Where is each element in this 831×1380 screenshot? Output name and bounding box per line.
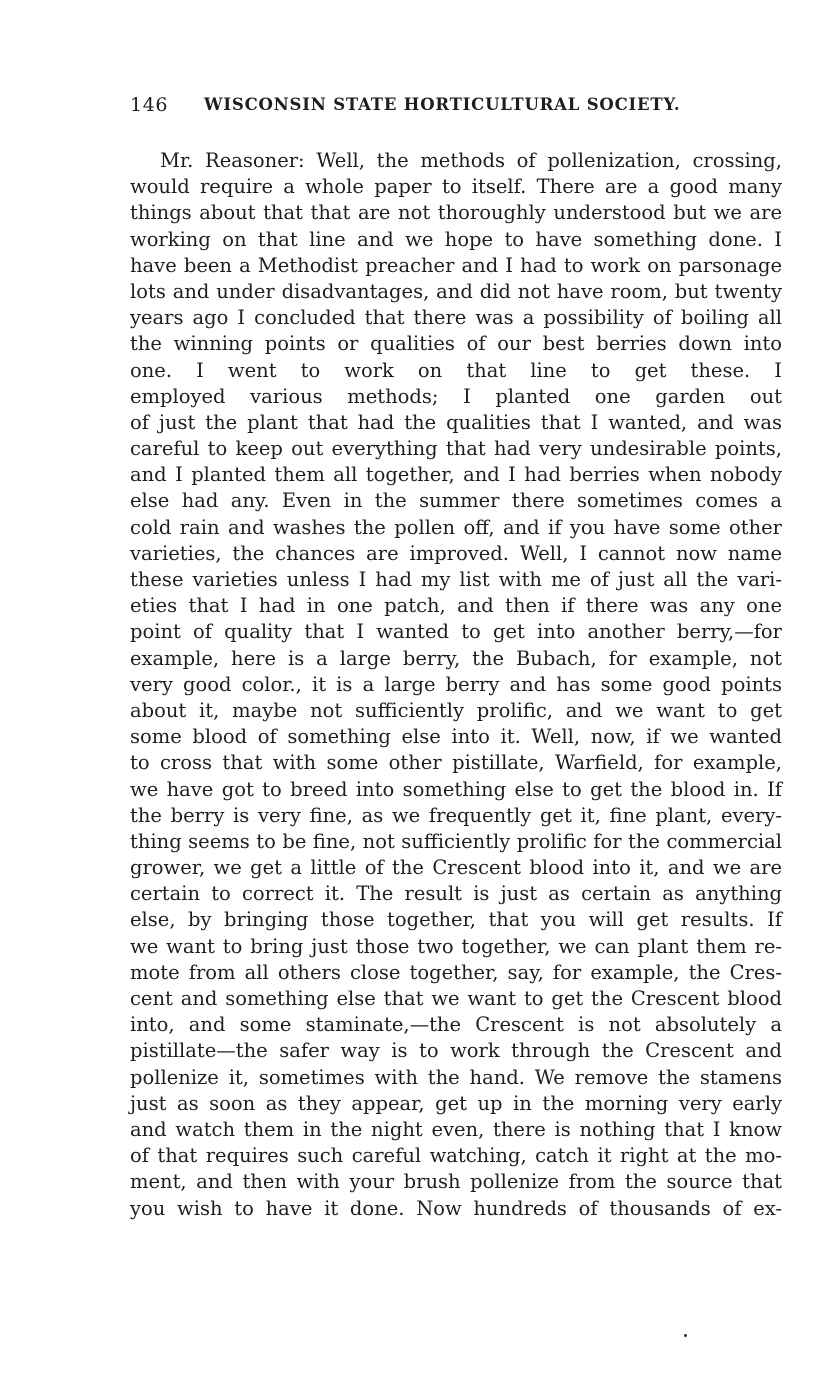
text-line: cent and something else that we want to get the Crescent blood: [130, 987, 782, 1010]
text-line: else, by bringing those together, that you will get results. If: [130, 908, 782, 932]
text-line: you wish to have it done. Now hundreds of thousands of ex-: [130, 1196, 782, 1220]
text-line: have been a Methodist preacher and I had to work on parsonage: [130, 253, 782, 277]
text-line: very good color., it is a large berry and has some good points: [130, 672, 782, 696]
text-line: varieties, the chances are improved. Well, I cannot now name: [130, 541, 782, 565]
print-speck: [684, 1334, 687, 1337]
body-paragraph: [130, 148, 782, 1222]
text-line: pistillate—the safer way is to work through the Crescent and: [130, 1039, 782, 1063]
text-line: cold rain and washes the pollen off, and if you have some other: [130, 515, 782, 539]
text-line: Mr. Reasoner: Well, the methods of pollenization, crossing,: [160, 149, 782, 172]
text-line: else had any. Even in the summer there sometimes comes a: [130, 489, 782, 513]
text-line: of that requires such careful watching, catch it right at the mo-: [130, 1144, 782, 1168]
text-line: some blood of something else into it. Well, now, if we wanted: [130, 725, 782, 749]
text-line: the berry is very fine, as we frequently get it, fine plant, every-: [130, 803, 782, 827]
page-number: 146: [130, 94, 169, 116]
text-line: thing seems to be fine, not sufficiently prolific for the commercial: [130, 829, 782, 853]
text-line: certain to correct it. The result is just as certain as anything: [130, 882, 782, 906]
text-line: grower, we get a little of the Crescent blood into it, and we are: [130, 856, 782, 880]
text-line: to cross that with some other pistillate, Warfield, for example,: [130, 751, 782, 775]
text-line: these varieties unless I had my list with me of just all the vari-: [130, 568, 782, 591]
text-line: employed various methods; I planted one garden out: [130, 384, 782, 408]
text-line: we have got to breed into something else to get the blood in. If: [130, 777, 782, 801]
text-line: things about that that are not thoroughly understood but we are: [130, 201, 782, 225]
text-line: lots and under disadvantages, and did not have room, but twenty: [130, 279, 782, 303]
text-line: working on that line and we hope to have something done. I: [130, 227, 782, 251]
text-line: point of quality that I wanted to get into another berry,—for: [130, 620, 782, 644]
running-title: WISCONSIN STATE HORTICULTURAL SOCIETY.: [204, 95, 681, 114]
text-line: and watch them in the night even, there is nothing that I know: [130, 1117, 782, 1141]
text-line: just as soon as they appear, get up in the morning very early: [130, 1091, 782, 1115]
text-line: the winning points or qualities of our best berries down into: [130, 332, 782, 356]
text-line: about it, maybe not sufficiently prolific, and we want to get: [130, 698, 782, 722]
text-line: would require a whole paper to itself. There are a good many: [130, 175, 782, 199]
text-line: of just the plant that had the qualities that I wanted, and was: [130, 410, 782, 434]
text-line: we want to bring just those two together, we can plant them re-: [130, 934, 782, 958]
page-header: [130, 94, 780, 124]
text-line: one. I went to work on that line to get these. I: [130, 358, 782, 382]
text-line: into, and some staminate,—the Crescent is not absolutely a: [130, 1013, 782, 1037]
text-line: careful to keep out everything that had very undesirable points,: [130, 437, 782, 461]
text-line: and I planted them all together, and I had berries when nobody: [130, 463, 782, 487]
text-line: years ago I concluded that there was a possibility of boiling all: [130, 306, 782, 330]
text-line: ment, and then with your brush pollenize from the source that: [130, 1170, 782, 1194]
text-line: pollenize it, sometimes with the hand. We remove the stamens: [130, 1065, 782, 1089]
text-line: mote from all others close together, say, for example, the Cres-: [130, 960, 782, 984]
text-line: example, here is a large berry, the Bubach, for example, not: [130, 646, 782, 670]
text-line: eties that I had in one patch, and then if there was any one: [130, 594, 782, 618]
